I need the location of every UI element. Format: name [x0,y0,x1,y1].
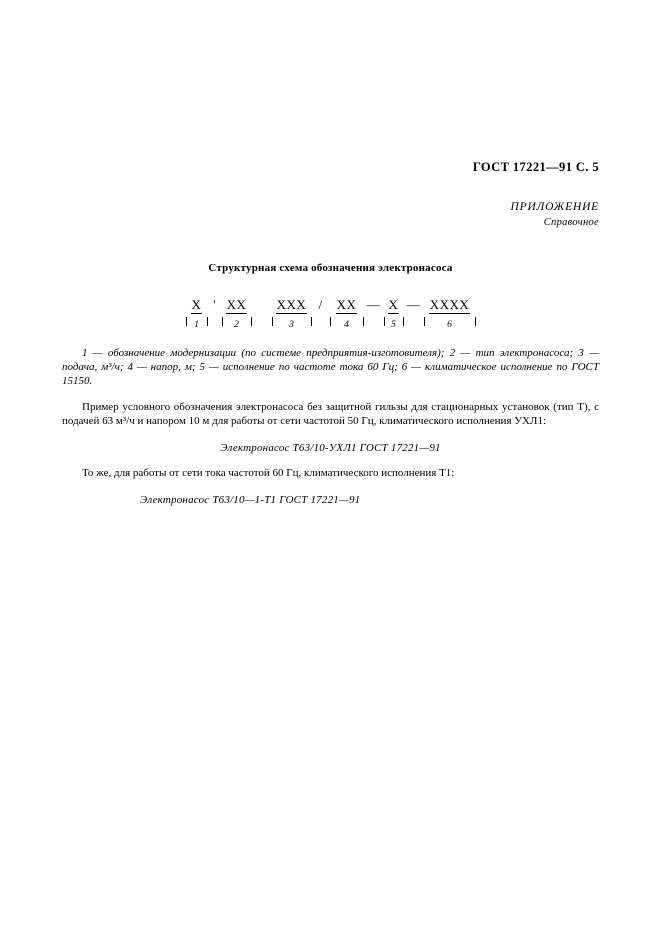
legend-paragraph: 1 — обозначение модернизации (по системе предприятия-изготовителя); 2 — тип электронасоса; 3 — подача, м³/ч; 4 — напор, м; 5 — исполнение по частоте тока 60 Гц; 6 — климатическое исполнение по ГОСТ 15150. [62,346,599,387]
formula-token-1: X [191,296,202,312]
formula-separator-5: — [406,296,421,312]
formula-index-4: 4 [330,320,364,330]
formula-token-5: X [388,296,399,312]
scheme-title: Структурная схема обозначения электронасоса [208,261,453,274]
formula-token-3: XXX [276,296,307,312]
formula-index-3: 3 [272,320,312,330]
formula-separator-3: / [318,296,323,312]
annex-label: ПРИЛОЖЕНИЕ [510,201,599,213]
formula-separator-1: ' [213,296,216,312]
page-content [62,160,599,506]
formula-index-row [186,320,476,330]
formula-separator-4: — [366,296,381,312]
formula-token-2: XX [226,296,247,312]
annex-kind: Справочное [543,216,599,228]
formula-token-6: XXXX [429,296,470,312]
page-header: ГОСТ 17221—91 С. 5 [472,160,599,174]
formula-row [186,297,476,314]
formula-index-6: 6 [424,320,476,330]
example-intro-paragraph: Пример условного обозначения электронасоса без защитной гильзы для стационарных установок (тип Т), с подачей 63 м³/ч и напором 10 м для работы от сети частотой 50 Гц, климатического исполнения УХЛ1: [62,400,599,427]
formula-index-5: 5 [384,320,404,330]
designation-scheme [62,296,599,332]
example-designation-1: Электронасос Т63/10-УХЛ1 ГОСТ 17221—91 [220,442,441,455]
formula-token-4: XX [336,296,357,312]
annex-block [62,200,599,230]
example-designation-2: Электронасос Т63/10—1-Т1 ГОСТ 17221—91 [140,494,361,507]
formula-index-1: 1 [186,320,208,330]
example-2-intro-paragraph: То же, для работы от сети тока частотой 60 Гц, климатического исполнения Т1: [82,467,455,480]
formula-index-2: 2 [222,320,252,330]
